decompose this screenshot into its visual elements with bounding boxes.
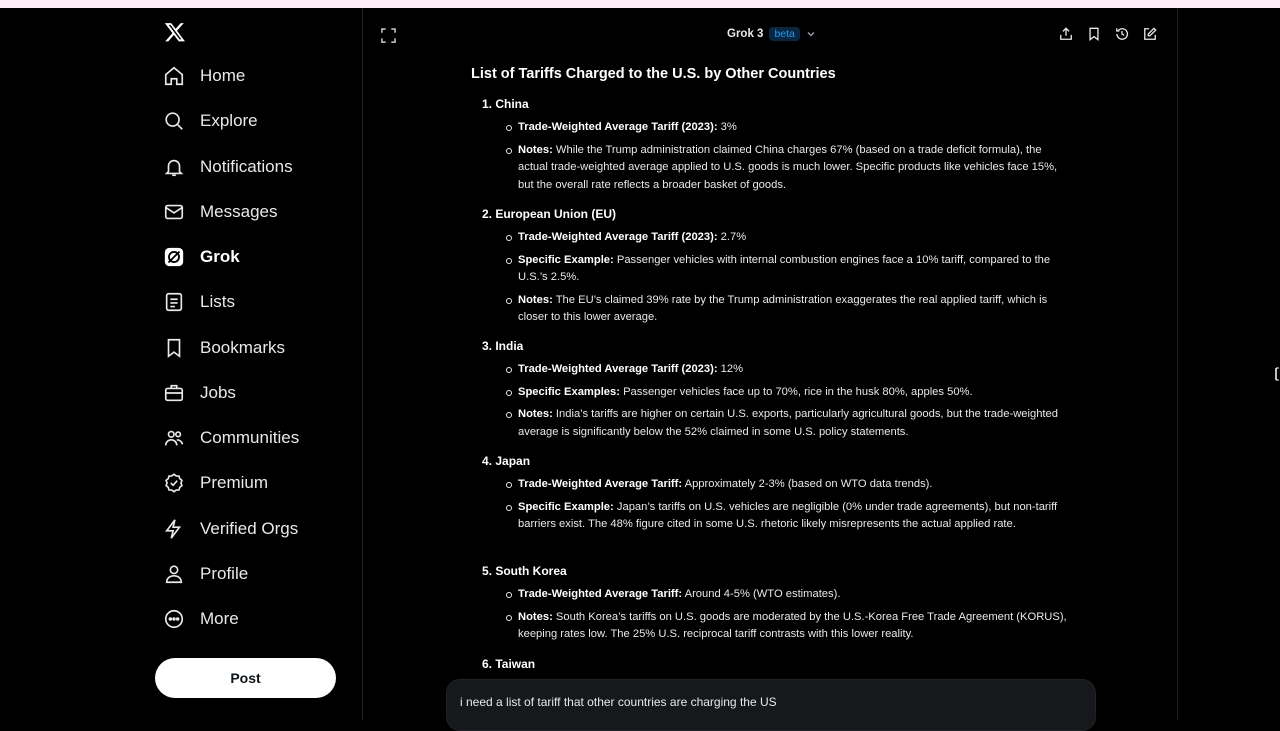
nav-home[interactable] xyxy=(163,56,245,96)
mouse-cursor-icon xyxy=(1275,367,1280,381)
nav-jobs[interactable] xyxy=(163,373,236,413)
list-icon xyxy=(163,291,185,313)
search-icon xyxy=(163,110,185,132)
bullet-text: 2.7% xyxy=(717,231,747,243)
nav-label: Explore xyxy=(200,111,258,130)
country-section xyxy=(471,339,1071,441)
bullet-text: 3% xyxy=(717,121,737,133)
bullet-label: Trade-Weighted Average Tariff (2023): xyxy=(518,231,718,243)
bell-icon xyxy=(163,156,185,178)
bullet-text: Japan’s tariffs on U.S. vehicles are negligible (0% under trade agreements), but non-tariff barriers exist. The 48% figure cited in some U.S. rhetoric likely misrepresents the actual applied rate. xyxy=(518,500,1058,530)
grok-icon xyxy=(163,246,185,268)
list-item xyxy=(471,499,1071,534)
post-button[interactable]: Post xyxy=(155,658,336,698)
lightning-icon xyxy=(163,518,185,540)
nav-label: Jobs xyxy=(200,383,236,402)
nav-label: Profile xyxy=(200,564,249,583)
sidebar xyxy=(155,8,360,720)
home-icon xyxy=(163,65,185,87)
bookmark-icon xyxy=(163,337,185,359)
country-section xyxy=(471,207,1071,327)
beta-badge: beta xyxy=(769,27,799,41)
bullet-text: While the Trump administration claimed China charges 67% (based on a trade deficit formula), the actual trade-weighted average applied to U.S. goods is much lower. Specific products like vehicles face 15%, but the overall rate reflects a broader basket of goods. xyxy=(518,143,1058,191)
column-divider xyxy=(1177,8,1178,720)
nav-label: Notifications xyxy=(200,157,293,176)
nav-communities[interactable] xyxy=(163,418,299,458)
country-section xyxy=(471,657,1071,671)
history-icon[interactable] xyxy=(1115,27,1129,41)
prompt-input[interactable] xyxy=(446,679,1096,731)
column-divider xyxy=(362,8,363,720)
bullet-label: Trade-Weighted Average Tariff: xyxy=(518,478,683,490)
list-item xyxy=(471,586,1071,604)
bullet-text: Around 4-5% (WTO estimates). xyxy=(682,588,841,600)
nav-label: Verified Orgs xyxy=(200,519,299,538)
country-section xyxy=(471,97,1071,194)
bullet-label: Trade-Weighted Average Tariff (2023): xyxy=(518,363,718,375)
expand-icon[interactable] xyxy=(381,28,396,43)
country-heading: 5. South Korea xyxy=(482,564,567,578)
nav-more[interactable] xyxy=(163,599,239,639)
bullet-label: Notes: xyxy=(518,293,553,306)
country-section xyxy=(471,564,1071,644)
list-item xyxy=(471,384,1071,402)
nav-bookmarks[interactable] xyxy=(163,328,285,368)
nav-label: Grok xyxy=(200,247,240,266)
nav-label: Messages xyxy=(200,202,278,221)
bullet-label: Specific Example: xyxy=(518,500,614,513)
nav-label: Communities xyxy=(200,428,300,447)
x-logo-icon[interactable] xyxy=(164,21,186,43)
compose-icon[interactable] xyxy=(1143,27,1157,41)
bullet-label: Notes: xyxy=(518,610,553,623)
bullet-label: Specific Examples: xyxy=(518,385,620,398)
nav-label: Home xyxy=(200,66,246,85)
list-item xyxy=(471,142,1071,195)
bullet-label: Notes: xyxy=(518,143,553,156)
list-item xyxy=(471,119,1071,137)
country-heading: 2. European Union (EU) xyxy=(482,207,617,221)
prompt-text: i need a list of tariff that other countries are charging the US xyxy=(460,695,777,709)
nav-premium[interactable] xyxy=(163,463,268,503)
list-item xyxy=(471,229,1071,247)
grok-response xyxy=(471,0,1091,720)
country-heading: 4. Japan xyxy=(482,454,531,468)
nav-explore[interactable] xyxy=(163,101,258,141)
bullet-text: India’s tariffs are higher on certain U.S. exports, particularly agricultural goods, but the trade-weighted average is significantly below the 52% claimed in some U.S. policy statements. xyxy=(518,408,1058,438)
nav-verified-orgs[interactable] xyxy=(163,509,298,549)
country-heading: 6. Taiwan xyxy=(482,657,536,671)
person-icon xyxy=(163,563,185,585)
nav-label: Bookmarks xyxy=(200,338,286,357)
model-name: Grok 3 xyxy=(727,28,764,40)
bullet-text: Passenger vehicles face up to 70%, rice in the husk 80%, apples 50%. xyxy=(619,385,973,398)
country-heading: 3. India xyxy=(482,339,524,353)
nav-label: Premium xyxy=(200,473,269,492)
bullet-text: The EU’s claimed 39% rate by the Trump administration exaggerates the real applied tariff, which is closer to this lower average. xyxy=(518,293,1048,323)
nav-label: More xyxy=(200,609,239,628)
list-item xyxy=(471,292,1071,327)
nav-profile[interactable] xyxy=(163,554,248,594)
bullet-text: Approximately 2-3% (based on WTO data trends). xyxy=(682,478,933,490)
list-item xyxy=(471,252,1071,287)
more-circle-icon xyxy=(163,608,185,630)
list-item xyxy=(471,476,1071,494)
bullet-text: South Korea’s tariffs on U.S. goods are moderated by the U.S.-Korea Free Trade Agreement (KORUS), keeping rates low. The 25% U.S. reciprocal tariff contrasts with this lower reality. xyxy=(518,610,1067,640)
response-title: List of Tariffs Charged to the U.S. by Other Countries xyxy=(471,66,836,82)
nav-label: Lists xyxy=(200,292,235,311)
country-section xyxy=(471,454,1071,534)
nav-messages[interactable] xyxy=(163,192,277,232)
briefcase-icon xyxy=(163,382,185,404)
premium-icon xyxy=(163,472,185,494)
nav-notifications[interactable] xyxy=(163,147,293,187)
list-item xyxy=(471,406,1071,441)
people-icon xyxy=(163,427,185,449)
bullet-label: Trade-Weighted Average Tariff: xyxy=(518,588,683,600)
bullet-text: 12% xyxy=(717,363,744,375)
bullet-text: Passenger vehicles with internal combustion engines face a 10% tariff, compared to the U.S.’s 2.5%. xyxy=(518,253,1051,283)
nav-lists[interactable] xyxy=(163,282,235,322)
nav-grok[interactable] xyxy=(163,237,240,277)
bullet-label: Specific Example: xyxy=(518,253,614,266)
envelope-icon xyxy=(163,201,185,223)
list-item xyxy=(471,361,1071,379)
bullet-label: Trade-Weighted Average Tariff (2023): xyxy=(518,121,718,133)
bullet-label: Notes: xyxy=(518,408,553,420)
list-item xyxy=(471,609,1071,644)
country-heading: 1. China xyxy=(482,97,529,111)
